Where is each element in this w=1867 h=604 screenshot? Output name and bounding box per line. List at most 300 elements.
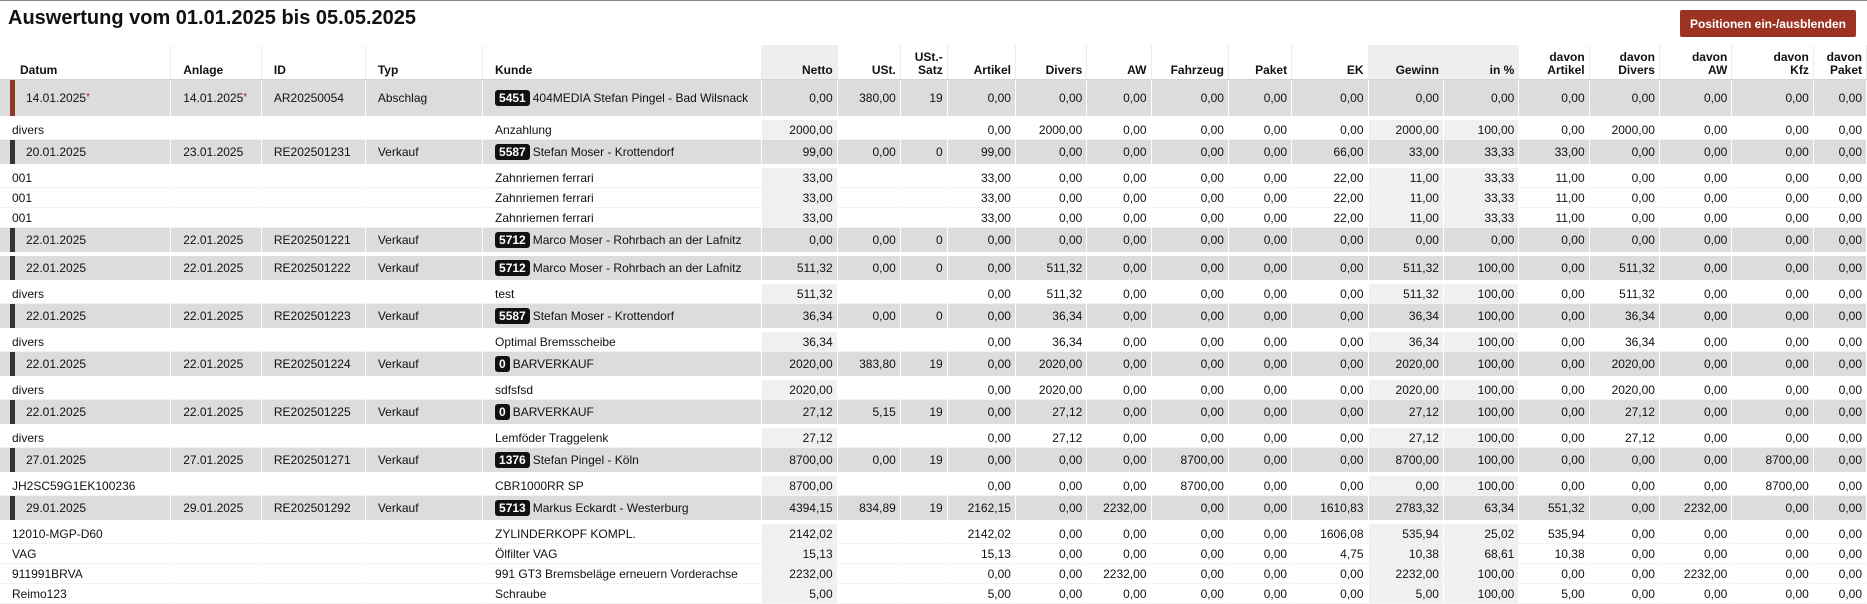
cell-fahrzeug: 0,00 — [1152, 284, 1229, 304]
cell-davon-aw: 0,00 — [1660, 284, 1732, 304]
cell-empty — [262, 188, 366, 208]
col-header-artikel[interactable]: Artikel — [948, 45, 1016, 80]
col-header-in-pct[interactable]: in % — [1444, 45, 1519, 80]
cell-ust: 380,00 — [838, 80, 901, 120]
page-header — [0, 1, 1867, 45]
cell-position-code: divers — [0, 284, 171, 304]
cell-ust-satz: 0 — [901, 228, 948, 256]
cell-davon-artikel: 0,00 — [1519, 120, 1589, 140]
position-row — [0, 476, 1867, 496]
cell-empty — [262, 120, 366, 140]
cell-davon-aw: 0,00 — [1660, 524, 1732, 544]
cell-anlage — [171, 256, 262, 284]
cell-davon-aw: 0,00 — [1660, 120, 1732, 140]
cell-gewinn: 535,94 — [1369, 524, 1444, 544]
col-header-davon-label: davon — [1773, 50, 1809, 64]
invoice-row[interactable] — [0, 352, 1867, 380]
cell-gewinn: 33,00 — [1369, 140, 1444, 168]
cell-paket: 0,00 — [1229, 304, 1292, 332]
cell-aw: 0,00 — [1087, 256, 1151, 284]
cell-davon-divers: 0,00 — [1590, 584, 1660, 604]
cell-id[interactable]: RE202501223 — [262, 304, 366, 332]
cell-position-text: Anzahlung — [483, 120, 762, 140]
cell-davon-kfz: 0,00 — [1732, 524, 1814, 544]
cell-ust-satz — [901, 380, 948, 400]
customer-number-badge: 5587 — [495, 144, 530, 160]
cell-ust-satz — [901, 188, 948, 208]
cell-divers: 0,00 — [1016, 448, 1087, 476]
col-header-davon-aw[interactable] — [1660, 45, 1732, 80]
invoice-row[interactable] — [0, 256, 1867, 284]
cell-ek: 1606,08 — [1292, 524, 1368, 544]
customer-number-badge: 5451 — [495, 90, 530, 106]
cell-divers: 511,32 — [1016, 256, 1087, 284]
col-header-davon-kfz[interactable] — [1732, 45, 1814, 80]
cell-kunde[interactable] — [483, 140, 762, 168]
cell-in-pct: 100,00 — [1444, 284, 1519, 304]
col-header-ek[interactable]: EK — [1292, 45, 1368, 80]
customer-number-badge: 5587 — [495, 308, 530, 324]
cell-fahrzeug: 0,00 — [1152, 188, 1229, 208]
cell-in-pct: 100,00 — [1444, 584, 1519, 604]
cell-datum — [0, 80, 171, 120]
cell-empty — [366, 188, 483, 208]
customer-name: Stefan Moser - Krottendorf — [532, 145, 675, 159]
cell-gewinn: 0,00 — [1369, 228, 1444, 256]
cell-paket: 0,00 — [1229, 584, 1292, 604]
cell-artikel: 0,00 — [948, 80, 1016, 120]
cell-kunde[interactable] — [483, 400, 762, 428]
cell-netto: 2000,00 — [762, 120, 837, 140]
cell-davon-divers: 0,00 — [1590, 524, 1660, 544]
position-row — [0, 168, 1867, 188]
cell-davon-artikel: 0,00 — [1519, 228, 1589, 256]
cell-davon-kfz: 0,00 — [1732, 256, 1814, 284]
cell-aw: 0,00 — [1087, 188, 1151, 208]
cell-anlage — [171, 400, 262, 428]
cell-ek: 0,00 — [1292, 448, 1368, 476]
cell-typ: Verkauf — [366, 140, 483, 168]
cell-davon-aw: 0,00 — [1660, 380, 1732, 400]
cell-datum — [0, 496, 171, 524]
cell-paket: 0,00 — [1229, 400, 1292, 428]
cell-divers: 0,00 — [1016, 188, 1087, 208]
cell-aw: 0,00 — [1087, 284, 1151, 304]
cell-davon-divers: 0,00 — [1590, 208, 1660, 228]
cell-empty — [366, 564, 483, 584]
cell-artikel: 0,00 — [948, 428, 1016, 448]
cell-id[interactable]: RE202501292 — [262, 496, 366, 524]
cell-id[interactable]: RE202501224 — [262, 352, 366, 380]
cell-davon-paket: 0,00 — [1814, 476, 1867, 496]
cell-artikel: 33,00 — [948, 208, 1016, 228]
cell-id[interactable]: RE202501222 — [262, 256, 366, 284]
cell-davon-paket: 0,00 — [1814, 208, 1867, 228]
cell-davon-aw: 2232,00 — [1660, 564, 1732, 584]
cell-divers: 0,00 — [1016, 168, 1087, 188]
datum-value: 14.01.2025 — [26, 91, 87, 105]
cell-ek: 0,00 — [1292, 400, 1368, 428]
cell-gewinn: 2232,00 — [1369, 564, 1444, 584]
cell-davon-divers: 2020,00 — [1590, 380, 1660, 400]
cell-aw: 0,00 — [1087, 80, 1151, 120]
cell-paket: 0,00 — [1229, 544, 1292, 564]
position-row — [0, 380, 1867, 400]
cell-id[interactable]: RE202501271 — [262, 448, 366, 476]
invoice-row[interactable] — [0, 496, 1867, 524]
cell-anlage — [171, 496, 262, 524]
cell-empty — [366, 380, 483, 400]
col-header-davon-artikel[interactable] — [1519, 45, 1589, 80]
cell-fahrzeug: 0,00 — [1152, 80, 1229, 120]
cell-in-pct: 33,33 — [1444, 208, 1519, 228]
cell-davon-divers: 0,00 — [1590, 140, 1660, 168]
cell-netto: 2020,00 — [762, 352, 837, 380]
cell-ust — [838, 168, 901, 188]
cell-in-pct: 100,00 — [1444, 476, 1519, 496]
cell-davon-kfz: 0,00 — [1732, 284, 1814, 304]
cell-davon-paket: 0,00 — [1814, 544, 1867, 564]
col-header-davon-label: davon — [1549, 50, 1585, 64]
cell-davon-artikel: 5,00 — [1519, 584, 1589, 604]
cell-gewinn: 27,12 — [1369, 428, 1444, 448]
cell-position-code: 911991BRVA — [0, 564, 171, 584]
cell-davon-kfz: 0,00 — [1732, 168, 1814, 188]
datum-value: 29.01.2025 — [26, 501, 87, 515]
position-row — [0, 332, 1867, 352]
cell-position-text: Schraube — [483, 584, 762, 604]
col-header-id[interactable]: ID — [262, 45, 366, 80]
cell-anlage — [171, 304, 262, 332]
cell-gewinn: 36,34 — [1369, 332, 1444, 352]
cell-ust-satz: 0 — [901, 256, 948, 284]
cell-in-pct: 33,33 — [1444, 140, 1519, 168]
cell-davon-divers: 0,00 — [1590, 168, 1660, 188]
cell-ek: 0,00 — [1292, 256, 1368, 284]
cell-datum — [0, 448, 171, 476]
cell-ek: 0,00 — [1292, 120, 1368, 140]
cell-davon-aw: 0,00 — [1660, 428, 1732, 448]
cell-davon-artikel: 0,00 — [1519, 428, 1589, 448]
cell-divers: 0,00 — [1016, 228, 1087, 256]
cell-davon-divers: 2000,00 — [1590, 120, 1660, 140]
cell-empty — [171, 120, 262, 140]
cell-fahrzeug: 0,00 — [1152, 120, 1229, 140]
cell-in-pct: 100,00 — [1444, 352, 1519, 380]
cell-kunde[interactable] — [483, 256, 762, 284]
cell-empty — [366, 544, 483, 564]
cell-ust-satz — [901, 524, 948, 544]
cell-divers: 2000,00 — [1016, 120, 1087, 140]
col-header-davon-label: davon — [1619, 50, 1655, 64]
cell-id[interactable]: RE202501231 — [262, 140, 366, 168]
cell-artikel: 15,13 — [948, 544, 1016, 564]
cell-ust-satz — [901, 564, 948, 584]
anlage-value: 22.01.2025 — [183, 405, 244, 419]
cell-ust: 5,15 — [838, 400, 901, 428]
customer-name: BARVERKAUF — [512, 357, 594, 371]
cell-divers: 0,00 — [1016, 544, 1087, 564]
cell-empty — [171, 524, 262, 544]
col-header-paket[interactable]: Paket — [1229, 45, 1292, 80]
cell-divers: 0,00 — [1016, 208, 1087, 228]
cell-kunde[interactable] — [483, 448, 762, 476]
cell-paket: 0,00 — [1229, 188, 1292, 208]
cell-paket: 0,00 — [1229, 476, 1292, 496]
cell-gewinn: 36,34 — [1369, 304, 1444, 332]
cell-empty — [262, 476, 366, 496]
cell-position-text: CBR1000RR SP — [483, 476, 762, 496]
cell-divers: 27,12 — [1016, 428, 1087, 448]
cell-davon-divers: 0,00 — [1590, 544, 1660, 564]
cell-ust — [838, 564, 901, 584]
cell-gewinn: 11,00 — [1369, 208, 1444, 228]
col-header-gewinn[interactable]: Gewinn — [1369, 45, 1444, 80]
cell-aw: 0,00 — [1087, 380, 1151, 400]
col-header-ust-satz-line2: Satz — [918, 63, 943, 77]
cell-ust-satz: 19 — [901, 80, 948, 120]
cell-davon-aw: 0,00 — [1660, 584, 1732, 604]
cell-datum — [0, 352, 171, 380]
position-row — [0, 188, 1867, 208]
cell-ust: 0,00 — [838, 448, 901, 476]
anlage-value: 22.01.2025 — [183, 261, 244, 275]
customer-number-badge: 5712 — [495, 232, 530, 248]
invoice-row[interactable] — [0, 304, 1867, 332]
col-header-aw[interactable]: AW — [1087, 45, 1151, 80]
cell-artikel: 5,00 — [948, 584, 1016, 604]
cell-aw: 0,00 — [1087, 304, 1151, 332]
cell-paket: 0,00 — [1229, 80, 1292, 120]
cell-netto: 15,13 — [762, 544, 837, 564]
cell-artikel: 0,00 — [948, 564, 1016, 584]
cell-position-code: Reimo123 — [0, 584, 171, 604]
col-header-davon-divers[interactable] — [1590, 45, 1660, 80]
position-row — [0, 544, 1867, 564]
cell-artikel: 0,00 — [948, 400, 1016, 428]
invoice-row[interactable] — [0, 448, 1867, 476]
col-header-typ[interactable]: Typ — [366, 45, 483, 80]
cell-kunde[interactable] — [483, 352, 762, 380]
col-header-kunde[interactable]: Kunde — [483, 45, 762, 80]
cell-davon-paket: 0,00 — [1814, 284, 1867, 304]
cell-empty — [366, 120, 483, 140]
cell-davon-paket: 0,00 — [1814, 584, 1867, 604]
cell-davon-paket: 0,00 — [1814, 524, 1867, 544]
cell-in-pct: 33,33 — [1444, 188, 1519, 208]
cell-davon-artikel: 0,00 — [1519, 284, 1589, 304]
col-header-ust[interactable]: USt. — [838, 45, 901, 80]
cell-divers: 0,00 — [1016, 476, 1087, 496]
cell-davon-kfz: 0,00 — [1732, 496, 1814, 524]
cell-fahrzeug: 0,00 — [1152, 584, 1229, 604]
cell-in-pct: 100,00 — [1444, 256, 1519, 284]
anlage-value: 22.01.2025 — [183, 357, 244, 371]
cell-davon-divers: 36,34 — [1590, 332, 1660, 352]
datum-value: 22.01.2025 — [26, 233, 87, 247]
cell-fahrzeug: 8700,00 — [1152, 448, 1229, 476]
cell-divers: 0,00 — [1016, 80, 1087, 120]
datum-value: 22.01.2025 — [26, 261, 87, 275]
cell-gewinn: 11,00 — [1369, 168, 1444, 188]
cell-davon-kfz: 8700,00 — [1732, 448, 1814, 476]
cell-davon-divers: 0,00 — [1590, 496, 1660, 524]
col-header-davon-paket[interactable] — [1814, 45, 1867, 80]
cell-davon-kfz: 0,00 — [1732, 400, 1814, 428]
cell-davon-kfz: 0,00 — [1732, 544, 1814, 564]
cell-kunde[interactable] — [483, 304, 762, 332]
cell-davon-paket: 0,00 — [1814, 496, 1867, 524]
cell-ust — [838, 208, 901, 228]
cell-ust — [838, 188, 901, 208]
cell-paket: 0,00 — [1229, 564, 1292, 584]
col-header-fahrzeug[interactable]: Fahrzeug — [1152, 45, 1229, 80]
cell-ust-satz — [901, 284, 948, 304]
cell-paket: 0,00 — [1229, 380, 1292, 400]
cell-position-code: divers — [0, 380, 171, 400]
cell-ek: 22,00 — [1292, 168, 1368, 188]
cell-davon-kfz: 0,00 — [1732, 80, 1814, 120]
col-header-anlage[interactable]: Anlage — [171, 45, 262, 80]
cell-netto: 2020,00 — [762, 380, 837, 400]
col-header-davon-kfz-label: Kfz — [1790, 63, 1809, 77]
col-header-davon-label: davon — [1691, 50, 1728, 64]
cell-aw: 0,00 — [1087, 332, 1151, 352]
cell-davon-paket: 0,00 — [1814, 80, 1867, 120]
cell-empty — [262, 584, 366, 604]
cell-kunde[interactable] — [483, 228, 762, 256]
cell-paket: 0,00 — [1229, 496, 1292, 524]
cell-kunde[interactable] — [483, 80, 762, 120]
cell-aw: 0,00 — [1087, 140, 1151, 168]
cell-ust — [838, 120, 901, 140]
cell-typ: Verkauf — [366, 448, 483, 476]
cell-divers: 511,32 — [1016, 284, 1087, 304]
toggle-positions-button[interactable]: Positionen ein-/ausblenden — [1680, 10, 1856, 37]
cell-id[interactable]: RE202501221 — [262, 228, 366, 256]
cell-davon-kfz: 0,00 — [1732, 120, 1814, 140]
cell-fahrzeug: 0,00 — [1152, 168, 1229, 188]
customer-name: Markus Eckardt - Westerburg — [532, 501, 689, 515]
customer-name: Marco Moser - Rohrbach an der Lafnitz — [532, 233, 742, 247]
col-header-ust-satz[interactable] — [901, 45, 948, 80]
cell-gewinn: 5,00 — [1369, 584, 1444, 604]
cell-aw: 0,00 — [1087, 524, 1151, 544]
cell-empty — [262, 208, 366, 228]
cell-ust-satz — [901, 584, 948, 604]
cell-typ: Verkauf — [366, 400, 483, 428]
cell-davon-paket: 0,00 — [1814, 120, 1867, 140]
col-header-divers[interactable]: Divers — [1016, 45, 1087, 80]
cell-netto: 8700,00 — [762, 476, 837, 496]
cell-artikel: 0,00 — [948, 256, 1016, 284]
cell-netto: 511,32 — [762, 256, 837, 284]
cell-davon-aw: 0,00 — [1660, 256, 1732, 284]
cell-netto: 36,34 — [762, 332, 837, 352]
cell-davon-divers: 511,32 — [1590, 284, 1660, 304]
cell-ek: 0,00 — [1292, 380, 1368, 400]
cell-empty — [366, 476, 483, 496]
customer-name: BARVERKAUF — [512, 405, 594, 419]
cell-empty — [262, 332, 366, 352]
cell-gewinn: 0,00 — [1369, 476, 1444, 496]
cell-davon-aw: 0,00 — [1660, 188, 1732, 208]
report-table — [0, 45, 1867, 604]
cell-davon-aw: 0,00 — [1660, 304, 1732, 332]
cell-gewinn: 10,38 — [1369, 544, 1444, 564]
cell-id[interactable]: RE202501225 — [262, 400, 366, 428]
cell-davon-artikel: 11,00 — [1519, 188, 1589, 208]
col-header-datum[interactable]: Datum — [0, 45, 171, 80]
cell-davon-artikel: 11,00 — [1519, 208, 1589, 228]
cell-gewinn: 27,12 — [1369, 400, 1444, 428]
cell-paket: 0,00 — [1229, 352, 1292, 380]
cell-fahrzeug: 0,00 — [1152, 208, 1229, 228]
cell-empty — [262, 380, 366, 400]
cell-kunde[interactable] — [483, 496, 762, 524]
cell-typ: Verkauf — [366, 352, 483, 380]
cell-position-text: 991 GT3 Bremsbeläge erneuern Vorderachse — [483, 564, 762, 584]
cell-davon-artikel: 0,00 — [1519, 400, 1589, 428]
cell-netto: 33,00 — [762, 188, 837, 208]
cell-ek: 0,00 — [1292, 228, 1368, 256]
cell-artikel: 0,00 — [948, 352, 1016, 380]
cell-typ: Verkauf — [366, 228, 483, 256]
cell-aw: 0,00 — [1087, 400, 1151, 428]
cell-position-code: 001 — [0, 208, 171, 228]
cell-netto: 27,12 — [762, 428, 837, 448]
cell-position-code: JH2SC59G1EK100236 — [0, 476, 171, 496]
col-header-davon-divers-label: Divers — [1618, 63, 1655, 77]
invoice-row[interactable] — [0, 80, 1867, 120]
cell-davon-kfz: 0,00 — [1732, 140, 1814, 168]
invoice-row[interactable] — [0, 400, 1867, 428]
cell-fahrzeug: 0,00 — [1152, 428, 1229, 448]
cell-fahrzeug: 0,00 — [1152, 256, 1229, 284]
cell-gewinn: 511,32 — [1369, 256, 1444, 284]
cell-aw: 0,00 — [1087, 428, 1151, 448]
cell-datum — [0, 400, 171, 428]
cell-davon-divers: 0,00 — [1590, 228, 1660, 256]
cell-davon-divers: 511,32 — [1590, 256, 1660, 284]
cell-divers: 0,00 — [1016, 496, 1087, 524]
page-title: Auswertung vom 01.01.2025 bis 05.05.2025 — [8, 7, 416, 29]
cell-paket: 0,00 — [1229, 168, 1292, 188]
cell-aw: 0,00 — [1087, 208, 1151, 228]
col-header-netto[interactable]: Netto — [762, 45, 837, 80]
cell-gewinn: 2000,00 — [1369, 120, 1444, 140]
cell-ust: 0,00 — [838, 140, 901, 168]
cell-empty — [171, 544, 262, 564]
required-marker: * — [86, 92, 90, 103]
cell-id[interactable]: AR20250054 — [262, 80, 366, 120]
cell-ust-satz: 19 — [901, 352, 948, 380]
cell-davon-kfz: 0,00 — [1732, 352, 1814, 380]
invoice-row[interactable] — [0, 228, 1867, 256]
cell-davon-paket: 0,00 — [1814, 400, 1867, 428]
cell-davon-artikel: 0,00 — [1519, 476, 1589, 496]
cell-empty — [366, 584, 483, 604]
anlage-value: 22.01.2025 — [183, 309, 244, 323]
cell-ust: 0,00 — [838, 304, 901, 332]
invoice-row[interactable] — [0, 140, 1867, 168]
cell-netto: 36,34 — [762, 304, 837, 332]
cell-davon-kfz: 8700,00 — [1732, 476, 1814, 496]
cell-fahrzeug: 0,00 — [1152, 380, 1229, 400]
cell-davon-aw: 0,00 — [1660, 476, 1732, 496]
cell-ust-satz — [901, 208, 948, 228]
cell-paket: 0,00 — [1229, 140, 1292, 168]
